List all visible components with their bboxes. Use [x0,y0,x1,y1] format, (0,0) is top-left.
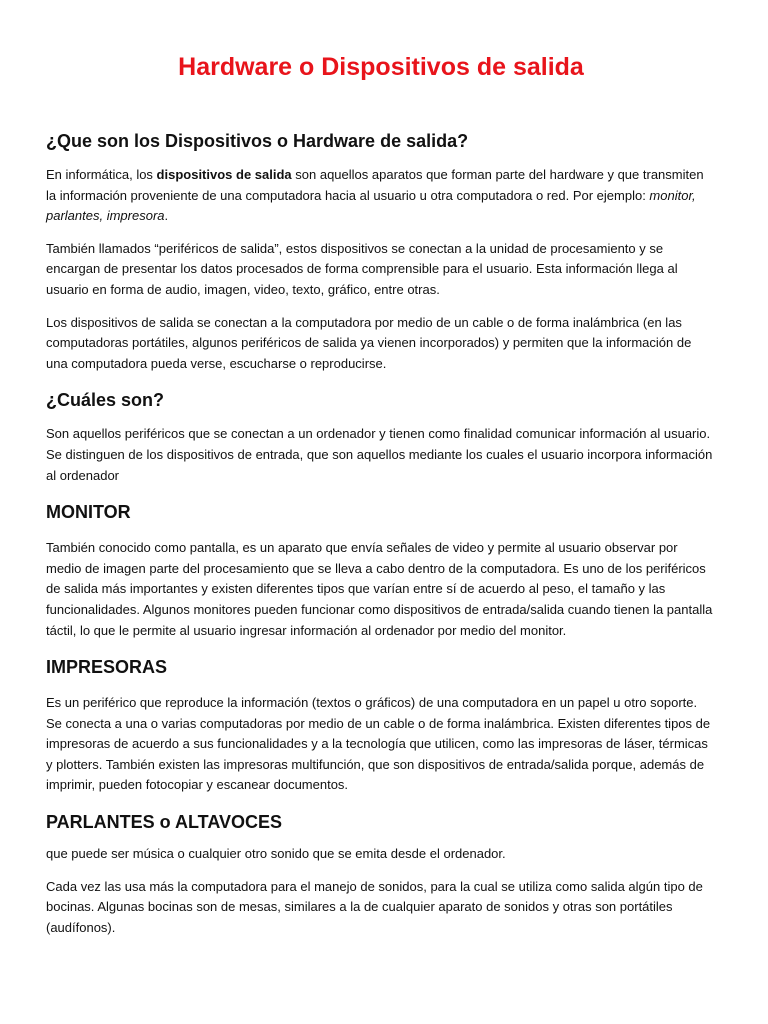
page-title: Hardware o Dispositivos de salida [178,53,584,81]
bold-term: dispositivos de salida [156,167,292,182]
paragraph-cuales-son: Son aquellos periféricos que se conectan a un ordenador y tienen como finalidad comunicar información al usuario. Se distinguen de los dispositivos de entrada, que son aquellos mediante los cuales el usuario incorpora información al ordenador [46,426,713,483]
paragraph-conexion: Los dispositivos de salida se conectan a la computadora por medio de un cable o de forma inalámbrica (en las computadoras portátiles, algunos periféricos de salida ya vienen incorporados) y permiten que la información de una computadora pueda verse, escucharse o reproducirse. [46,314,692,371]
section-heading-que-son: ¿Que son los Dispositivos o Hardware de salida? [46,131,469,151]
paragraph-parlantes-sonido: que puede ser música o cualquier otro sonido que se emita desde el ordenador. [46,846,506,862]
paragraph-impresoras: Es un periférico que reproduce la información (textos o gráficos) de una computadora en un papel u otro soporte. Se conecta a una o varias computadoras por medio de un cable o de forma inalámbrica. Existen diferentes tipos de impresoras de acuerdo a sus funcionalidades y a la tecnología que utilicen, como las impresoras de láser, térmicas y plotters. También existen las impresoras multifunción, que son dispositivos de entrada/salida porque, además de imprimir, pueden fotocopiar y escanear documentos. [46,695,711,793]
italic-examples: monitor, parlantes, impresora [46,187,696,224]
section-heading-monitor: MONITOR [46,502,131,523]
paragraph-definicion [46,165,716,227]
section-heading-parlantes: PARLANTES o ALTAVOCES [46,812,282,833]
section-heading-impresoras: IMPRESORAS [46,657,168,678]
paragraph-perifericos: También llamados “periféricos de salida”, estos dispositivos se conectan a la unidad de procesamiento y se encargan de presentar los datos procesados de forma comprensible para el usuario. Esta información llega al usuario en forma de audio, imagen, video, texto, gráfico, entre otras. [46,240,678,297]
paragraph-monitor: También conocido como pantalla, es un aparato que envía señales de video y permite al usuario observar por medio de imagen parte del procesamiento que se lleva a cabo dentro de la computadora. Es uno de los periféricos de salida más importantes y existen diferentes tipos que varían entre sí de acuerdo al peso, el tamaño y las funcionalidades. Algunos monitores pueden funcionar como dispositivos de entrada/salida cuando tienen la pantalla táctil, lo que le permite al usuario ingresar información al ordenador por medio del monitor. [46,540,713,638]
text-run: . [164,208,169,224]
paragraph-parlantes-bocinas: Cada vez las usa más la computadora para el manejo de sonidos, para la cual se utiliza como salida algún tipo de bocinas. Algunas bocinas son de mesas, similares a la de cualquier aparato de sonidos y otras son portátiles (audífonos). [46,878,703,935]
section-heading-cuales-son: ¿Cuáles son? [46,390,165,411]
text-run: son aquellos aparatos que forman parte del hardware y que transmiten la información proveniente de una computadora hacia al usuario u otra computadora o red. Por ejemplo: [46,167,704,203]
text-run: En informática, los [46,167,157,182]
